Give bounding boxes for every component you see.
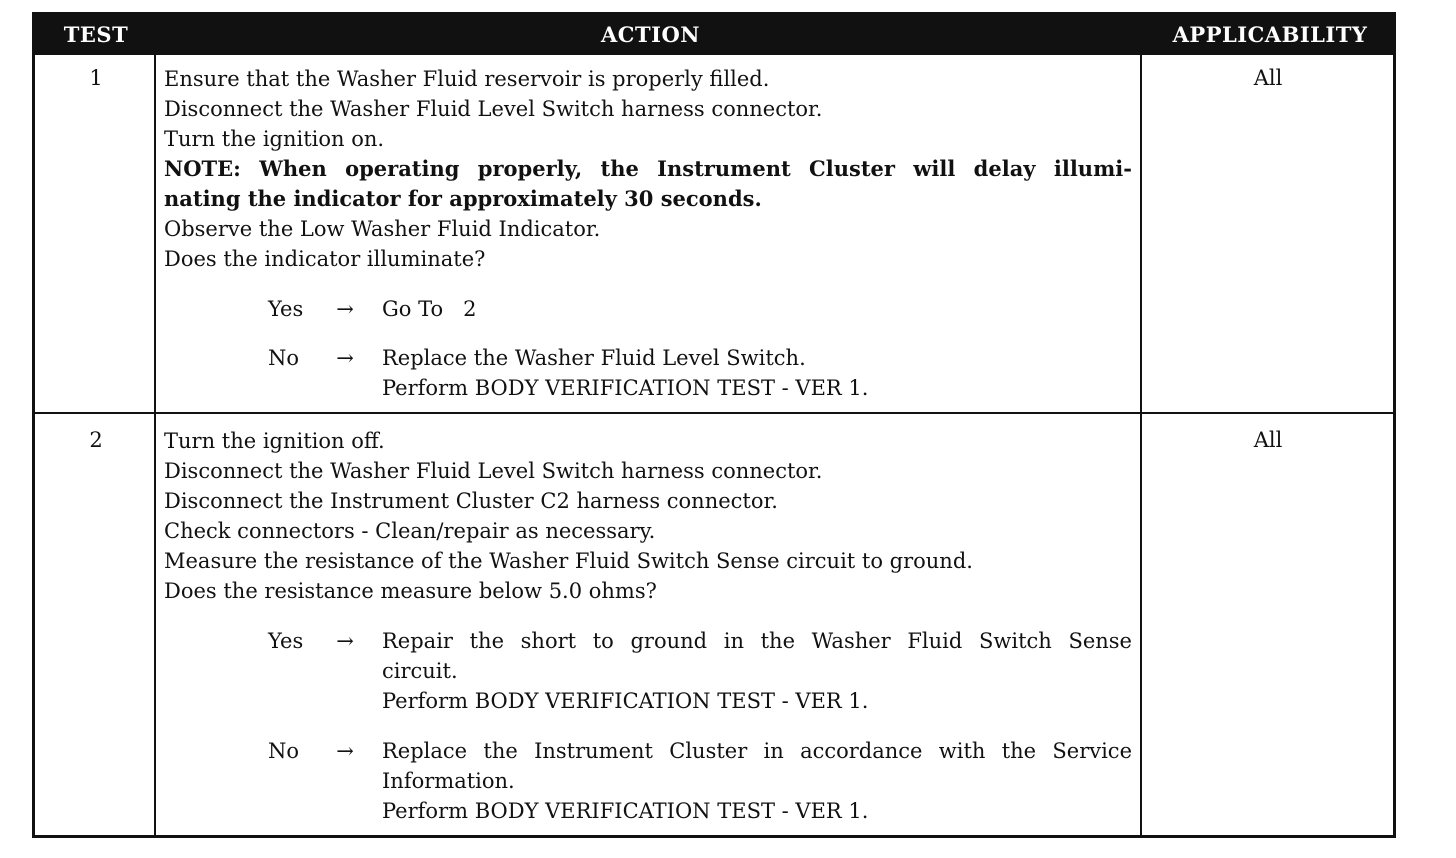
no-response-2 [268,736,1134,826]
step-line: Disconnect the Instrument Cluster C2 harness connector. [164,489,778,513]
note-line: nating the indicator for approximately 30 seconds. [164,186,762,211]
header-action: ACTION [601,22,700,47]
yes-text: Perform BODY VERIFICATION TEST - VER 1. [382,689,869,713]
yes-text: circuit. [382,659,458,683]
step-line: Turn the ignition on. [164,127,385,151]
header-test: TEST [63,22,129,47]
arrow-right-icon: → [336,297,354,321]
yes-text: Go To 2 [382,297,477,321]
test-number-2: 2 [89,428,103,452]
no-label: No [268,346,300,370]
table-header [35,15,1393,55]
yes-response-2 [268,626,1134,716]
diagnostic-table [32,12,1396,838]
applicability-2: All [1253,428,1283,452]
action-cell-2 [164,426,1136,823]
yes-label: Yes [268,629,304,653]
arrow-right-icon: → [336,739,354,763]
step-line: Turn the ignition off. [164,429,385,453]
header-applicability: APPLICABILITY [1172,22,1368,47]
arrow-right-icon: → [336,346,354,370]
no-text: Replace the Instrument Cluster in accordance with the Service [382,739,1132,763]
arrow-right-icon: → [336,629,354,653]
step-line: Measure the resistance of the Washer Fluid Switch Sense circuit to ground. [164,549,973,573]
step-line: Check connectors - Clean/repair as necessary. [164,519,656,543]
action-cell-1 [164,64,1136,400]
no-text: Replace the Washer Fluid Level Switch. [382,346,806,370]
no-response-1 [268,343,1134,403]
applicability-1: All [1253,66,1283,90]
test-number-1: 1 [89,66,103,90]
yes-text: Repair the short to ground in the Washer Fluid Switch Sense [382,629,1132,653]
question-line: Does the indicator illuminate? [164,247,486,271]
yes-label: Yes [268,297,304,321]
row-divider [35,412,1393,414]
no-text: Perform BODY VERIFICATION TEST - VER 1. [382,376,869,400]
question-line: Does the resistance measure below 5.0 ohms? [164,579,657,603]
step-line: Ensure that the Washer Fluid reservoir is properly filled. [164,67,770,91]
step-line: Disconnect the Washer Fluid Level Switch harness connector. [164,459,823,483]
step-line: Disconnect the Washer Fluid Level Switch harness connector. [164,97,823,121]
no-text: Perform BODY VERIFICATION TEST - VER 1. [382,799,869,823]
step-line: Observe the Low Washer Fluid Indicator. [164,217,601,241]
note-line: NOTE: When operating properly, the Instrument Cluster will delay illumi- [164,156,1132,181]
yes-response-1 [268,294,1134,324]
no-text: Information. [382,769,515,793]
no-label: No [268,739,300,763]
